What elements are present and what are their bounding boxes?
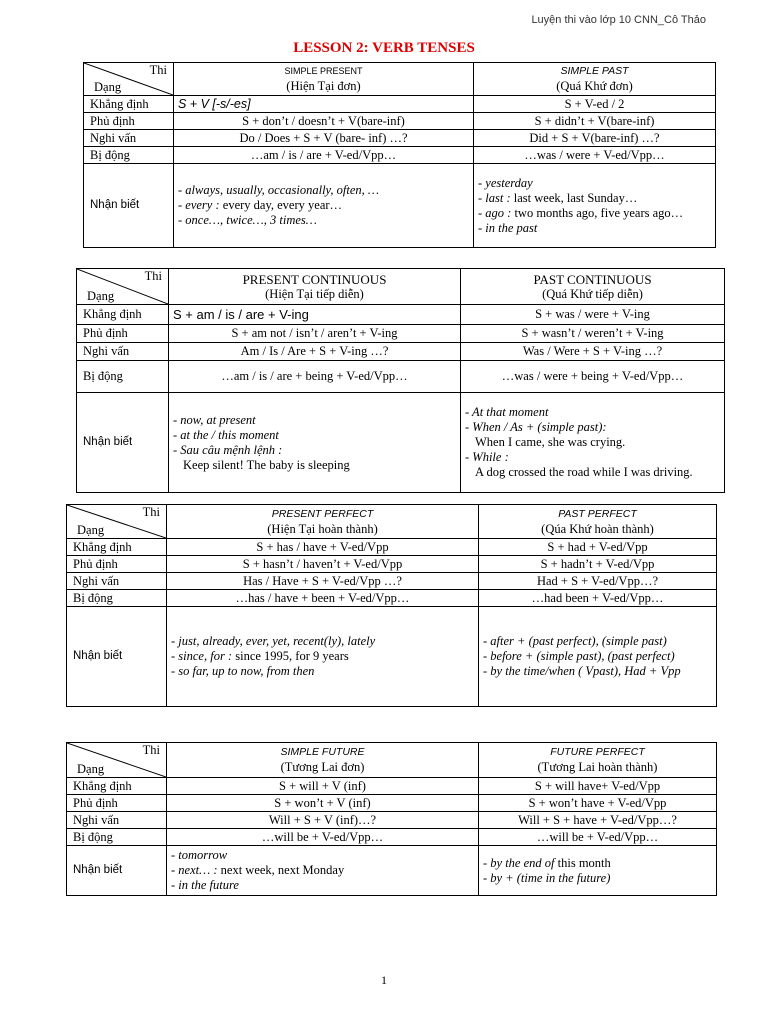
cell: S + won’t + V (inf) [167,795,479,812]
cell: Did + S + V(bare-inf) …? [474,130,716,147]
cell: …am / is / are + V-ed/Vpp… [174,147,474,164]
signal-keyword: - now, at present [173,412,256,427]
corner-cell [77,269,169,305]
tense-name: PRESENT CONTINUOUS [242,271,387,287]
corner-thi: Thi [149,63,167,77]
signal-keyword: - ago : [478,205,515,220]
header-note: Luyện thi vào lớp 10 CNN_Cô Thảo [531,14,706,26]
signal-line [478,206,711,221]
cell: …has / have + been + V-ed/Vpp… [167,590,479,607]
tense-table-continuous [76,268,725,493]
signal-line [478,191,711,206]
row-label-affirmative: Khẳng định [84,96,174,113]
tense-name: PAST PERFECT [558,507,637,520]
signal-line [171,878,474,893]
tense-table-future [66,742,717,896]
col-header-2 [479,505,717,539]
signal-example: every day, every year… [222,198,343,212]
cell: …had been + V-ed/Vpp… [479,590,717,607]
signal-keyword: - since, for : [171,649,236,663]
cell: S + am / is / are + V-ing [169,305,461,325]
tense-name: SIMPLE PRESENT [284,66,363,76]
signal-example: next week, next Monday [220,863,345,877]
tense-name: FUTURE PERFECT [550,746,645,758]
cell: S + V [-s/-es] [174,96,474,113]
col-header-1 [174,63,474,96]
tense-vn: (Tương Lai đơn) [280,760,365,774]
tense-vn: (Hiện Tại hoàn thành) [267,521,378,536]
signals-cell [174,164,474,248]
row-label-signals: Nhận biết [67,607,167,707]
cell: Will + S + have + V-ed/Vpp…? [479,812,717,829]
signal-keyword: - At that moment [465,405,549,419]
row-label-signals: Nhận biết [77,393,169,493]
signal-line [483,871,712,886]
signal-keyword: - last : [478,190,514,205]
cell: S + V-ed / 2 [474,96,716,113]
cell: Am / Is / Are + S + V-ing …? [169,343,461,361]
signal-line [171,848,474,863]
cell: Do / Does + S + V (bare- inf) …? [174,130,474,147]
signal-line [173,428,456,443]
page-title: LESSON 2: VERB TENSES [293,40,475,56]
signal-line [178,198,469,213]
signal-line [465,465,720,480]
cell: …am / is / are + being + V-ed/Vpp… [169,361,461,393]
signals-cell [169,393,461,493]
cell: …will be + V-ed/Vpp… [479,829,717,846]
cell: S + has / have + V-ed/Vpp [167,539,479,556]
signal-keyword: - after + (past perfect), (simple past) [483,634,667,648]
signal-example: Keep silent! The baby is sleeping [183,457,350,472]
cell: S + had + V-ed/Vpp [479,539,717,556]
signal-line [171,634,474,649]
signal-line [478,221,711,236]
signal-keyword: - tomorrow [171,848,228,862]
signal-keyword: - so far, up to now, from then [171,664,315,678]
signal-keyword: - yesterday [478,175,533,190]
cell: Was / Were + S + V-ing …? [461,343,725,361]
corner-thi: Thi [142,505,160,519]
tense-vn: (Hiện Tại tiếp diễn) [265,286,364,301]
signal-line [171,664,474,679]
signal-keyword: - every : [178,198,223,212]
cell: S + will have+ V-ed/Vpp [479,778,717,795]
cell: …was / were + being + V-ed/Vpp… [461,361,725,393]
signals-cell [167,607,479,707]
signal-line [173,443,456,458]
page-number: 1 [381,973,387,987]
col-header-2 [461,269,725,305]
row-label-affirmative: Khẳng định [77,305,169,325]
signal-example: this month [557,855,611,870]
signal-keyword: - When / As + (simple past): [465,420,607,434]
cell: S + am not / isn’t / aren’t + V-ing [169,325,461,343]
row-label-question: Nghi vấn [67,573,167,590]
tense-vn: (Qúa Khứ hoàn thành) [541,521,654,536]
tense-table-perfect [66,504,717,707]
tense-vn: (Tương Lai hoàn thành) [537,760,658,774]
signal-line [465,450,720,465]
tense-vn: (Quá Khứ đơn) [556,79,633,93]
signal-keyword: - While : [465,450,509,464]
cell: …will be + V-ed/Vpp… [167,829,479,846]
signal-line [178,183,469,198]
row-label-passive: Bị động [67,590,167,607]
row-label-passive: Bị động [67,829,167,846]
cell: S + don’t / doesn’t + V(bare-inf) [174,113,474,130]
signal-keyword: - just, already, ever, yet, recent(ly), lately [171,634,376,648]
signal-keyword: - once…, twice…, 3 times… [178,213,317,227]
tense-name: SIMPLE PAST [560,65,629,77]
col-header-1 [169,269,461,305]
cell: Had + S + V-ed/Vpp…? [479,573,717,590]
row-label-negative: Phủ định [77,325,169,343]
signal-line [171,863,474,878]
tense-name: PAST CONTINUOUS [533,271,652,287]
cell: S + was / were + V-ing [461,305,725,325]
cell: S + hasn’t / haven’t + V-ed/Vpp [167,556,479,573]
signal-keyword: - by the end of [483,855,558,870]
signal-example: two months ago, five years ago… [514,205,684,220]
signal-keyword: - before + (simple past), (past perfect) [483,649,675,663]
cell: S + hadn’t + V-ed/Vpp [479,556,717,573]
signal-line [171,649,474,664]
tense-name: PRESENT PERFECT [271,507,374,520]
signal-example: When I came, she was crying. [475,435,626,449]
signal-line [173,413,456,428]
row-label-passive: Bị động [84,147,174,164]
corner-cell [67,743,167,778]
corner-dang: Dạng [77,762,105,776]
signal-example: last week, last Sunday… [513,190,638,205]
signal-line [173,458,456,473]
signals-cell [474,164,716,248]
tense-table-simple [83,62,716,248]
signal-line [483,856,712,871]
signal-keyword: - in the past [478,220,538,235]
signals-cell [479,846,717,896]
tense-vn: (Hiện Tại đơn) [286,79,361,93]
row-label-passive: Bị động [77,361,169,393]
signals-cell [479,607,717,707]
signal-line [465,405,720,420]
row-label-signals: Nhận biết [67,846,167,896]
signal-keyword: - always, usually, occasionally, often, … [178,183,380,197]
row-label-negative: Phủ định [67,556,167,573]
corner-thi: Thi [144,269,162,283]
row-label-signals: Nhận biết [84,164,174,248]
cell: S + won’t have + V-ed/Vpp [479,795,717,812]
cell: Has / Have + S + V-ed/Vpp …? [167,573,479,590]
cell: S + didn’t + V(bare-inf) [474,113,716,130]
signal-line [465,435,720,450]
col-header-2 [474,63,716,96]
corner-dang: Dạng [77,523,105,537]
signal-line [178,213,469,228]
tense-vn: (Quá Khứ tiếp diễn) [542,286,643,301]
row-label-affirmative: Khẳng định [67,778,167,795]
col-header-1 [167,505,479,539]
corner-cell [84,63,174,96]
corner-cell [67,505,167,539]
signal-keyword: - Sau câu mệnh lệnh : [173,442,283,457]
signal-keyword: - by the time/when ( Vpast), Had + Vpp [483,664,681,678]
tense-name: SIMPLE FUTURE [280,746,365,758]
signal-keyword: - at the / this moment [173,427,279,442]
row-label-question: Nghi vấn [67,812,167,829]
row-label-question: Nghi vấn [77,343,169,361]
corner-dang: Dạng [87,289,115,303]
signal-keyword: - next… : [171,863,221,877]
signal-keyword: - in the future [171,878,239,892]
cell: S + will + V (inf) [167,778,479,795]
cell: Will + S + V (inf)…? [167,812,479,829]
cell: S + wasn’t / weren’t + V-ing [461,325,725,343]
signal-line [478,176,711,191]
corner-thi: Thi [142,743,160,757]
signals-cell [461,393,725,493]
col-header-1 [167,743,479,778]
row-label-negative: Phủ định [84,113,174,130]
cell: …was / were + V-ed/Vpp… [474,147,716,164]
row-label-negative: Phủ định [67,795,167,812]
signal-example: since 1995, for 9 years [235,649,349,663]
row-label-question: Nghi vấn [84,130,174,147]
signal-line [483,634,712,649]
signal-line [483,649,712,664]
corner-dang: Dạng [94,80,122,94]
signal-line [465,420,720,435]
col-header-2 [479,743,717,778]
signal-keyword: - by + (time in the future) [483,870,611,885]
signals-cell [167,846,479,896]
signal-line [483,664,712,679]
row-label-affirmative: Khẳng định [67,539,167,556]
signal-example: A dog crossed the road while I was driving. [475,465,693,479]
